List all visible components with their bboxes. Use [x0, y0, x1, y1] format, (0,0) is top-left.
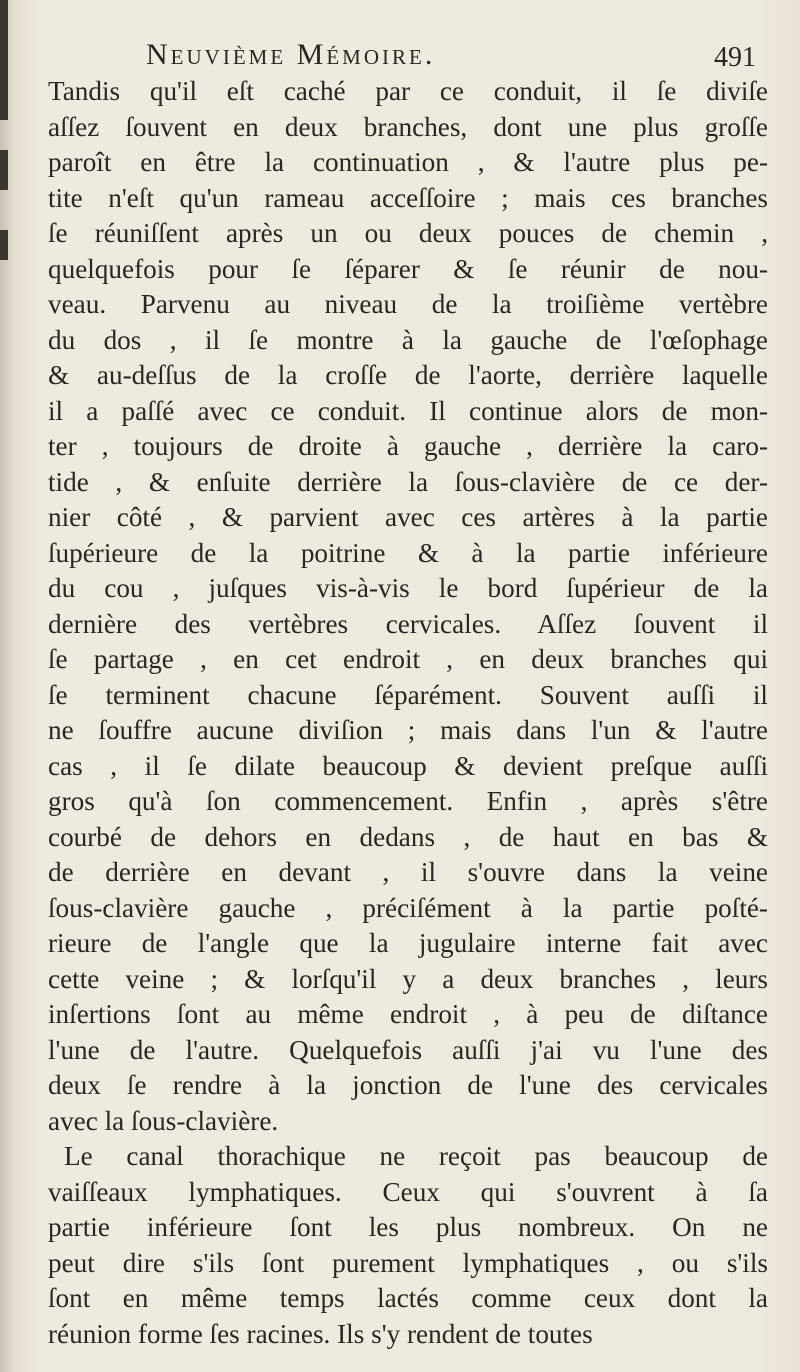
page-edge-shadow — [0, 0, 8, 120]
text-line: gros qu'à ſon commencement. Enfin , après s'être — [48, 786, 768, 816]
text-line: nier côté , & parvient avec ces artères à la partie — [48, 502, 768, 532]
text-line: cette veine ; & lorſqu'il y a deux branches , leurs — [48, 963, 768, 994]
text-line: ſe partage , en cet endroit , en deux branches qui — [48, 644, 768, 674]
text-line: rieure de l'angle que la jugulaire interne fait avec — [48, 928, 768, 958]
text-line: ſe réuniſſent après un ou deux pouces de chemin , — [48, 218, 768, 248]
text-line: du dos , il ſe montre à la gauche de l'œſophage — [48, 324, 768, 355]
text-line: ne ſouffre aucune diviſion ; mais dans l'un & l'autre — [48, 715, 768, 745]
text-line: ſupérieure de la poitrine & à la partie inférieure — [48, 537, 768, 568]
text-line: & au-deſſus de la croſſe de l'aorte, derrière laquelle — [48, 360, 768, 390]
text-line: aſſez ſouvent en deux branches, dont une plus groſſe — [48, 111, 768, 142]
text-line: de derrière en devant , il s'ouvre dans la veine — [48, 857, 768, 887]
running-title: Neuvième Mémoire. — [146, 38, 436, 71]
text-line: tide , & enſuite derrière la ſous-clavière de ce der- — [48, 466, 768, 497]
text-line: Le canal thorachique ne reçoit pas beaucoup de — [64, 1141, 768, 1171]
text-line: vaiſſeaux lymphatiques. Ceux qui s'ouvrent à ſa — [48, 1176, 768, 1207]
text-line: peut dire s'ils ſont purement lymphatiques , ou s'ils — [48, 1247, 768, 1278]
text-line: réunion forme ſes racines. Ils s'y rendent de toutes — [48, 1318, 593, 1349]
text-line: ſous-clavière gauche , préciſément à la partie poſté- — [48, 892, 768, 923]
text-line: avec la ſous-clavière. — [48, 1105, 279, 1136]
text-line: deux ſe rendre à la jonction de l'une des cervicales — [48, 1070, 768, 1100]
text-line: ſont en même temps lactés comme ceux dont la — [48, 1283, 768, 1313]
text-line: quelquefois pour ſe ſéparer & ſe réunir de nou- — [48, 253, 768, 284]
text-line: Tandis qu'il eſt caché par ce conduit, il ſe diviſe — [48, 76, 768, 106]
text-line: l'une de l'autre. Quelquefois auſſi j'ai vu l'une des — [48, 1034, 768, 1065]
page-edge-shadow — [0, 230, 8, 260]
text-line: ter , toujours de droite à gauche , derrière la caro- — [48, 431, 768, 461]
body-text — [48, 74, 768, 1352]
page-number: 491 — [714, 42, 756, 73]
page-header — [56, 38, 756, 78]
text-line: cas , il ſe dilate beaucoup & devient preſque auſſi — [48, 750, 768, 781]
text-line: courbé de dehors en dedans , de haut en bas & — [48, 821, 768, 852]
text-line: paroît en être la continuation , & l'autre plus pe- — [48, 147, 768, 177]
text-line: ſe terminent chacune ſéparément. Souvent auſſi il — [48, 679, 768, 710]
text-line: veau. Parvenu au niveau de la troiſième vertèbre — [48, 289, 768, 319]
page-edge-shadow — [0, 150, 8, 190]
text-line: dernière des vertèbres cervicales. Aſſez ſouvent il — [48, 608, 768, 639]
text-line: partie inférieure ſont les plus nombreux. On ne — [48, 1212, 768, 1242]
text-line: inſertions ſont au même endroit , à peu de diſtance — [48, 999, 768, 1029]
text-line: tite n'eſt qu'un rameau acceſſoire ; mais ces branches — [48, 182, 768, 213]
text-line: du cou , juſques vis-à-vis le bord ſupérieur de la — [48, 573, 768, 603]
text-line: il a paſſé avec ce conduit. Il continue alors de mon- — [48, 395, 768, 426]
